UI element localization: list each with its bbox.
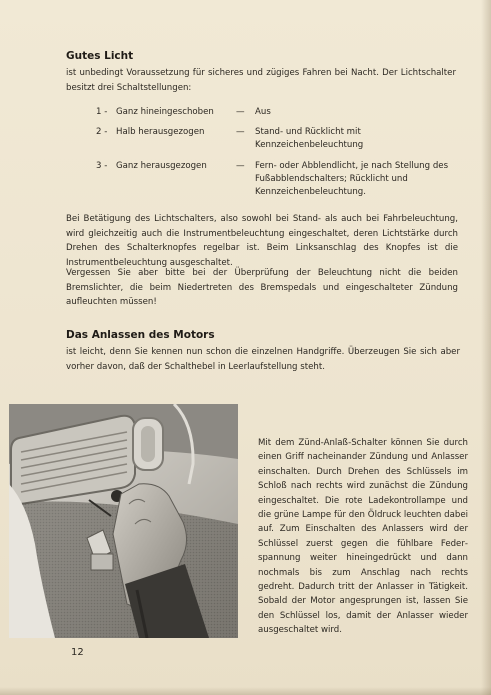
lighting-paragraph: Bei Betätigung des Lichtschalters, also sowohl bei Stand- als auch bei Fahrbeleuchtung, wird gleichzeitig auch die Instrumentbeleuchtung eingeschaltet, deren Lichtstärke durch Drehen des Schalterknopfes regelbar ist. Beim Linksanschlag des Knopfes ist die Instrumentbeleuchtung ausgeschaltet.: [66, 214, 458, 268]
position-description: Stand- und Rücklicht mit Kennzeichenbeleuchtung: [255, 127, 364, 150]
page-bottom-shadow: [0, 687, 491, 695]
position-description: Fern- oder Abblendlicht, je nach Stellung des Fußabblendschalters; Rücklicht und Kennzeichenbeleuchtung.: [255, 161, 449, 197]
heading-gutes-licht: Gutes Licht: [66, 50, 134, 62]
position-label: Ganz herausgezogen: [116, 161, 207, 171]
position-dash: —: [236, 161, 245, 171]
brake-light-paragraph: Vergessen Sie aber bitte bei der Überprüfung der Beleuchtung nicht die beiden Bremslichter, die beim Niedertreten des Bremspedals und eingeschalteter Zündung aufleuchten müssen!: [66, 268, 458, 308]
dashboard-photo: [9, 404, 238, 638]
position-dash: —: [236, 107, 245, 117]
page-number: 12: [71, 647, 84, 658]
position-label: Halb herausgezogen: [116, 127, 205, 137]
position-dash: —: [236, 127, 245, 137]
position-label: Ganz hineingeschoben: [116, 107, 214, 117]
position-number: 3 -: [96, 161, 108, 171]
intro-paragraph: ist unbedingt Voraussetzung für sicheres und zügiges Fahren bei Nacht. Der Lichtschalter besitzt drei Schaltstellungen:: [66, 68, 456, 93]
position-number: 2 -: [96, 127, 108, 137]
starting-intro-paragraph: ist leicht, denn Sie kennen nun schon die einzelnen Handgriffe. Überzeugen Sie sich aber vorher davon, daß der Schalthebel in Leerlaufstellung steht.: [66, 347, 460, 372]
dashboard-photo-graphic: [9, 404, 238, 638]
starting-instructions-paragraph: Mit dem Zünd-Anlaß-Schalter können Sie durch einen Griff nacheinander Zündung und Anlasser einschalten. Durch Drehen des Schlüssels im Schloß nach rechts wird zunächst die Zündung eingeschaltet. Die rote Ladekontrollampe und die grüne Lampe für den Öldruck leuchten dabei auf. Zum Einschalten des Anlassers wird der Schlüssel zuerst gegen die fühlbare Federspannung weiter hineingedrückt und dann nochmals bis zum Anschlag nach rechts gedreht. Dadurch tritt der Anlasser in Tätigkeit. Sobald der Motor angesprungen ist, lassen Sie den Schlüssel los, damit der Anlasser wieder ausgeschaltet wird.: [258, 438, 468, 636]
page-edge-shadow: [481, 0, 491, 695]
position-description: Aus: [255, 107, 271, 117]
heading-anlassen: Das Anlassen des Motors: [66, 329, 215, 341]
position-number: 1 -: [96, 107, 108, 117]
